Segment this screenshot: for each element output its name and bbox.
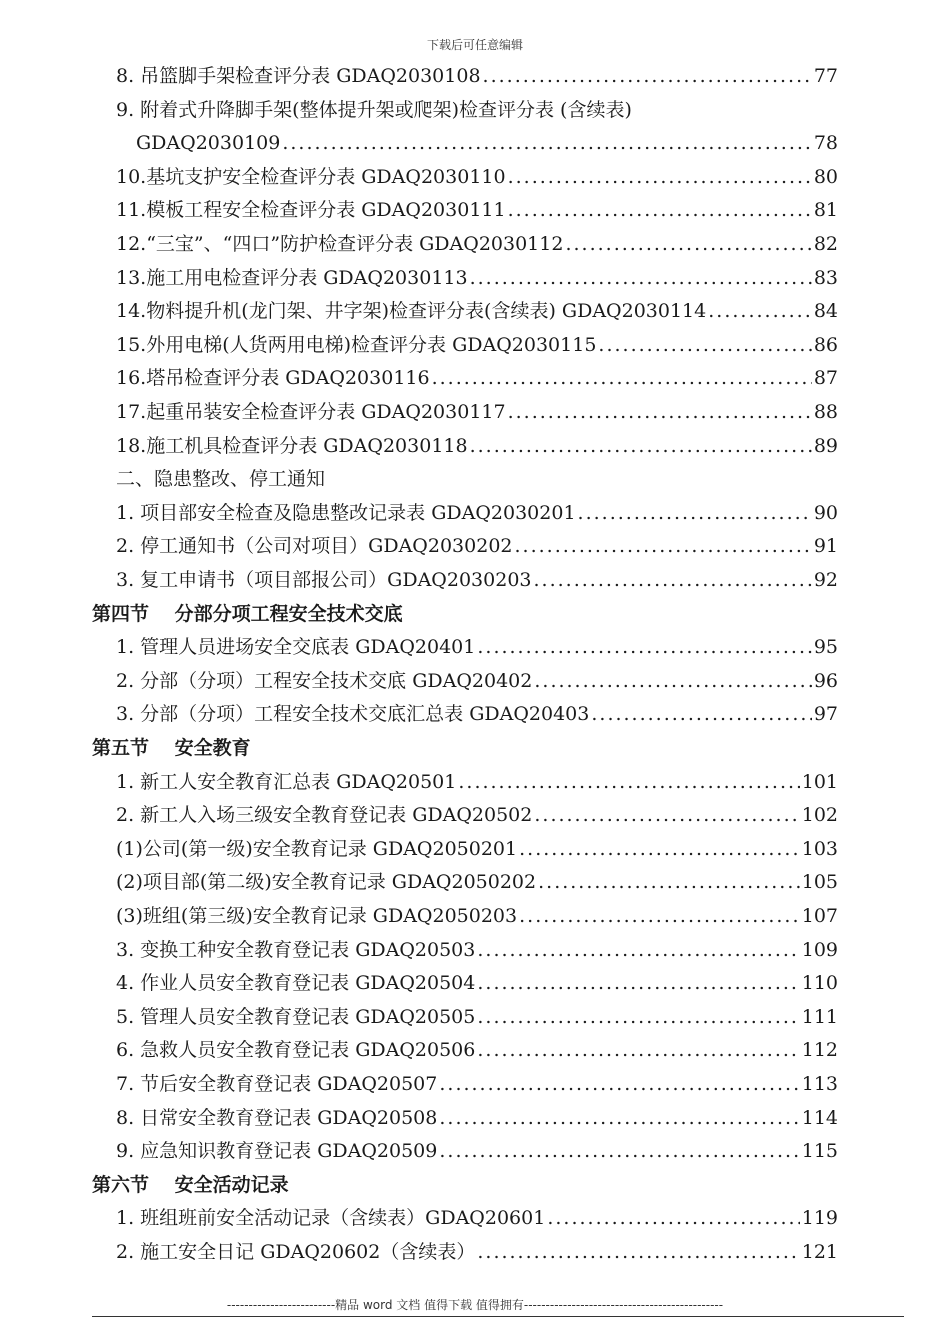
toc-entry [116, 432, 838, 460]
toc-entry-line [116, 868, 838, 896]
toc-dot-leader [508, 398, 812, 426]
toc-page-number: 83 [813, 266, 838, 289]
toc-page-number: 80 [813, 165, 838, 188]
toc-page-number: 84 [813, 300, 838, 323]
toc-heading-line [116, 465, 838, 493]
toc-dot-leader [439, 1104, 799, 1132]
toc-entry [116, 902, 838, 930]
toc-dot-leader [508, 163, 812, 191]
toc-entry [116, 936, 838, 964]
toc-entry-text: (3)班组(第三级)安全教育记录 GDAQ2050203 [116, 905, 518, 927]
toc-page-number: 113 [801, 1073, 838, 1095]
toc-entry [116, 768, 838, 796]
toc-entry [116, 633, 838, 661]
toc-entry-line [116, 801, 838, 829]
toc-dot-leader [477, 936, 799, 964]
toc-entry-line [116, 768, 838, 796]
toc-entry-line [116, 331, 838, 359]
toc-dot-leader [470, 264, 812, 292]
toc-page-number: 115 [801, 1140, 838, 1163]
toc-entry-line [116, 1003, 838, 1031]
toc-entry [116, 230, 838, 258]
toc-page-number: 110 [801, 972, 838, 995]
toc-entry-text: 11.模板工程安全检查评分表 GDAQ2030111 [116, 199, 506, 222]
toc-entry-line [116, 364, 838, 392]
toc-dot-leader [565, 230, 811, 258]
toc-dot-leader [534, 566, 812, 594]
section-heading [92, 734, 838, 762]
toc-entry [116, 801, 838, 829]
toc-entry-line [116, 700, 838, 728]
toc-entry [116, 1204, 838, 1232]
toc-entry-text: (2)项目部(第二级)安全教育记录 GDAQ2050202 [116, 871, 537, 894]
toc-entry-line [116, 1238, 838, 1266]
toc-entry-line [116, 969, 838, 997]
toc-dot-leader [534, 801, 799, 829]
toc-dot-leader [477, 969, 799, 997]
toc-page-number: 78 [813, 132, 838, 155]
toc-dot-leader [519, 902, 800, 930]
toc-page-number: 91 [813, 535, 838, 558]
toc-dot-leader [470, 432, 812, 460]
toc-page-number: 103 [801, 837, 838, 860]
toc-entry-text: 7. 节后安全教育登记表 GDAQ20507 [116, 1073, 438, 1095]
toc-dot-leader [519, 835, 800, 863]
toc-entry-line [116, 1204, 838, 1232]
toc-entry [116, 566, 838, 594]
toc-entry-line [136, 129, 838, 157]
toc-entry-line [116, 835, 838, 863]
toc-entry-line [116, 264, 838, 292]
toc-page-number: 81 [813, 199, 838, 222]
toc-entry-line [116, 163, 838, 191]
toc-entry-text: 13.施工用电检查评分表 GDAQ2030113 [116, 266, 468, 289]
toc-entry-text: 9. 应急知识教育登记表 GDAQ20509 [116, 1140, 438, 1163]
toc-entry-text: 8. 日常安全教育登记表 GDAQ20508 [116, 1106, 438, 1129]
toc-entry [116, 969, 838, 997]
toc-entry [116, 1036, 838, 1064]
toc-dot-leader [534, 667, 811, 695]
toc-entry-line [116, 196, 838, 224]
page-header: 下载后可任意编辑 [426, 38, 523, 52]
toc-page-number: 89 [813, 434, 838, 457]
toc-page-number: 86 [813, 333, 838, 356]
section-heading-text: 第五节 安全教育 [92, 737, 251, 759]
toc-entry [116, 62, 838, 90]
toc-page-number: 111 [801, 1005, 838, 1028]
toc-entry [116, 398, 838, 426]
toc-page-number: 101 [801, 770, 838, 793]
section-heading [92, 1171, 838, 1199]
toc-entry-text: 17.起重吊装安全检查评分表 GDAQ2030117 [116, 401, 506, 423]
toc-entry [116, 700, 838, 728]
toc-page-number: 96 [813, 669, 838, 692]
toc-entry [116, 196, 838, 224]
toc-dot-leader [708, 297, 812, 325]
toc-entry [116, 835, 838, 863]
toc-dot-leader [477, 1003, 799, 1031]
page-footer: -------------------------精品 word 文档 值得下载 值得拥有---------------------------------------------- [226, 1298, 724, 1312]
toc-page-number: 92 [813, 569, 838, 591]
toc-page-number: 87 [813, 367, 838, 390]
toc-entry-line [116, 1036, 838, 1064]
toc-dot-leader [538, 868, 800, 896]
toc-entry-text: (1)公司(第一级)安全教育记录 GDAQ2050201 [116, 837, 518, 860]
toc-entry [116, 1003, 838, 1031]
toc-entry-line [116, 902, 838, 930]
toc-page-number: 112 [801, 1039, 838, 1062]
toc-entry-text: 4. 作业人员安全教育登记表 GDAQ20504 [116, 972, 476, 995]
toc-entry [116, 331, 838, 359]
toc-page-number: 90 [813, 501, 838, 524]
toc-dot-leader [547, 1204, 799, 1232]
toc-dot-leader [508, 196, 812, 224]
section-heading-text: 第四节 分部分项工程安全技术交底 [92, 602, 403, 625]
toc-dot-leader [578, 499, 812, 527]
toc-entry [116, 297, 838, 325]
toc-page-number: 82 [813, 233, 838, 255]
toc-entry-text: 5. 管理人员安全教育登记表 GDAQ20505 [116, 1005, 476, 1028]
section-heading-text: 第六节 安全活动记录 [92, 1173, 289, 1196]
toc-entry [116, 1104, 838, 1132]
toc-page-number: 107 [801, 905, 838, 927]
toc-page-number: 114 [801, 1106, 838, 1129]
toc-page-number: 119 [801, 1207, 838, 1230]
toc-entry-text: 1. 管理人员进场安全交底表 GDAQ20401 [116, 636, 476, 659]
toc-page-number: 95 [813, 636, 838, 659]
toc-entry-line [116, 297, 838, 325]
toc-entry-text: 12.“三宝”、“四口”防护检查评分表 GDAQ2030112 [116, 233, 564, 255]
toc-entry-line [116, 432, 838, 460]
toc-dot-leader [458, 768, 799, 796]
toc-page-number: 77 [813, 65, 838, 87]
toc-entry-text: 2. 停工通知书（公司对项目）GDAQ2030202 [116, 535, 513, 558]
toc-entry-text: 18.施工机具检查评分表 GDAQ2030118 [116, 434, 468, 457]
toc-entry [116, 868, 838, 896]
toc-page-number: 105 [801, 871, 838, 894]
toc-entry-text: 3. 变换工种安全教育登记表 GDAQ20503 [116, 938, 476, 961]
toc-entry-text: 1. 班组班前安全活动记录（含续表）GDAQ20601 [116, 1207, 546, 1230]
toc-dot-leader [282, 129, 811, 157]
toc-page-number: 97 [813, 703, 838, 726]
toc-dot-leader [477, 1238, 799, 1266]
toc-entry-text: GDAQ2030109 [136, 132, 281, 155]
toc-entry-line [116, 532, 838, 560]
toc-entry [116, 364, 838, 392]
toc-entry-text: 2. 施工安全日记 GDAQ20602（含续表） [116, 1241, 476, 1263]
toc-entry-line [116, 1104, 838, 1132]
toc-page-number: 109 [801, 938, 838, 961]
toc-entry [116, 667, 838, 695]
toc-dot-leader [439, 1137, 799, 1165]
toc-entry-text: 3. 分部（分项）工程安全技术交底汇总表 GDAQ20403 [116, 703, 590, 726]
toc-entry-line [116, 230, 838, 258]
toc-entry [136, 129, 838, 157]
toc-entry-line [116, 499, 838, 527]
toc-entry-text: 1. 项目部安全检查及隐患整改记录表 GDAQ2030201 [116, 501, 576, 524]
toc-entry-line [116, 1070, 838, 1098]
toc-entry-line [116, 633, 838, 661]
toc-entry-line [116, 62, 838, 90]
toc-dot-leader [483, 62, 812, 90]
section-heading [92, 600, 838, 628]
toc-entry [116, 1137, 838, 1165]
toc-entry-text: 8. 吊篮脚手架检查评分表 GDAQ2030108 [116, 65, 481, 87]
toc-entry [116, 163, 838, 191]
toc-entry [116, 1238, 838, 1266]
toc-entry-line [116, 667, 838, 695]
toc-dot-leader [432, 364, 812, 392]
toc-page-number: 121 [801, 1241, 838, 1263]
toc-entry-text: 二、隐患整改、停工通知 [116, 468, 326, 491]
toc-entry-text: 16.塔吊检查评分表 GDAQ2030116 [116, 367, 430, 390]
toc-entry-text: 9. 附着式升降脚手架(整体提升架或爬架)检查评分表 (含续表) [116, 98, 632, 121]
toc-dot-leader [591, 700, 811, 728]
toc-entry [116, 1070, 838, 1098]
toc-entry-text: 3. 复工申请书（项目部报公司）GDAQ2030203 [116, 569, 532, 591]
toc-heading-line [116, 96, 838, 124]
toc-dot-leader [477, 1036, 799, 1064]
toc-entry [116, 264, 838, 292]
toc-entry [116, 532, 838, 560]
toc-dot-leader [477, 633, 811, 661]
toc-dot-leader [598, 331, 811, 359]
toc-entry-text: 10.基坑支护安全检查评分表 GDAQ2030110 [116, 165, 506, 188]
toc-page-number: 88 [813, 401, 838, 423]
toc-entry-text: 2. 新工人入场三级安全教育登记表 GDAQ20502 [116, 804, 533, 827]
toc-entry-line [116, 398, 838, 426]
toc-entry [116, 499, 838, 527]
toc-entry-text: 2. 分部（分项）工程安全技术交底 GDAQ20402 [116, 669, 533, 692]
toc-entry-line [116, 936, 838, 964]
toc-entry-text: 1. 新工人安全教育汇总表 GDAQ20501 [116, 770, 457, 793]
toc-entry-text: 14.物料提升机(龙门架、井字架)检查评分表(含续表) GDAQ2030114 [116, 300, 707, 323]
toc-entry-text: 15.外用电梯(人货两用电梯)检查评分表 GDAQ2030115 [116, 333, 597, 356]
footer-divider [92, 1316, 904, 1317]
toc-entry-line [116, 1137, 838, 1165]
toc-entry-line [116, 566, 838, 594]
toc-dot-leader [439, 1070, 799, 1098]
toc-entry-text: 6. 急救人员安全教育登记表 GDAQ20506 [116, 1039, 476, 1062]
toc-page-number: 102 [801, 804, 838, 827]
toc-dot-leader [515, 532, 812, 560]
